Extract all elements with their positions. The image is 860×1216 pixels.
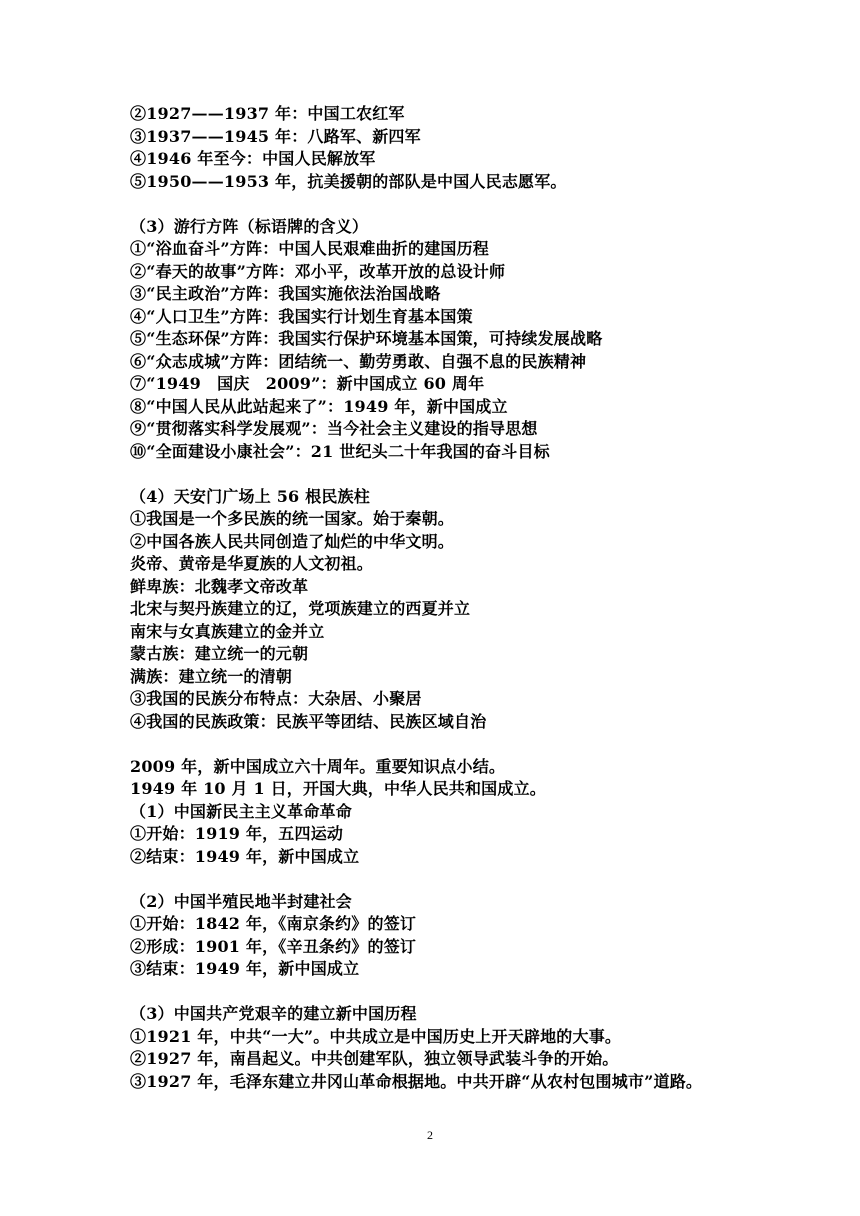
blank-line <box>130 981 770 1004</box>
list-item: ④我国的民族政策：民族平等团结、民族区域自治 <box>130 711 487 731</box>
list-item: ⑦“1949 国庆 2009”：新中国成立 60 周年 <box>130 374 485 393</box>
summary-line: 1949 年 10 月 1 日，开国大典，中华人民共和国成立。 <box>130 779 546 798</box>
list-item: 北宋与契丹族建立的辽，党项族建立的西夏并立 <box>130 599 471 618</box>
text-line: ④1946 年至今：中国人民解放军 <box>130 149 376 168</box>
list-item: ②结束：1949 年，新中国成立 <box>130 846 360 866</box>
blank-line <box>130 193 770 216</box>
list-item: 满族：建立统一的清朝 <box>130 666 293 686</box>
list-item: ⑧“中国人民从此站起来了”：1949 年，新中国成立 <box>130 396 508 416</box>
text-line: ③1937——1945 年：八路军、新四军 <box>130 126 421 146</box>
page-number: 2 <box>427 1128 433 1142</box>
list-item: ③结束：1949 年，新中国成立 <box>130 959 360 978</box>
list-item: 鲜卑族：北魏孝文帝改革 <box>130 576 309 596</box>
list-item: ⑤“生态环保”方阵：我国实行保护环境基本国策，可持续发展战略 <box>130 329 603 348</box>
list-item: ⑥“众志成城”方阵：团结统一、勤劳勇敢、自强不息的民族精神 <box>130 351 587 371</box>
list-item: ③1927 年，毛泽东建立井冈山革命根据地。中共开辟“从农村包围城市”道路。 <box>130 1071 703 1091</box>
list-item: ②“春天的故事”方阵：邓小平，改革开放的总设计师 <box>130 261 506 281</box>
section-heading-new-democratic: （1）中国新民主主义革命革命 <box>130 801 352 821</box>
section-heading-cpc: （3）中国共产党艰辛的建立新中国历程 <box>130 1004 417 1023</box>
list-item: 炎帝、黄帝是华夏族的人文初祖。 <box>130 554 374 573</box>
list-item: ④“人口卫生”方阵：我国实行计划生育基本国策 <box>130 306 473 326</box>
document-body <box>130 103 770 1093</box>
list-item: ⑩“全面建设小康社会”：21 世纪头二十年我国的奋斗目标 <box>130 441 550 461</box>
list-item: ①我国是一个多民族的统一国家。始于秦朝。 <box>130 509 455 528</box>
text-line: ⑤1950——1953 年，抗美援朝的部队是中国人民志愿军。 <box>130 171 567 191</box>
list-item: 蒙古族：建立统一的元朝 <box>130 644 309 663</box>
list-item: ③我国的民族分布特点：大杂居、小聚居 <box>130 689 422 708</box>
list-item: ①“浴血奋斗”方阵：中国人民艰难曲折的建国历程 <box>130 239 490 258</box>
list-item: ①开始：1842 年，《南京条约》的签订 <box>130 914 417 933</box>
blank-line <box>130 868 770 891</box>
list-item: ②中国各族人民共同创造了灿烂的中华文明。 <box>130 531 455 551</box>
list-item: ③“民主政治”方阵：我国实施依法治国战略 <box>130 284 441 303</box>
section-heading-columns: （4）天安门广场上 56 根民族柱 <box>130 486 370 506</box>
list-item: ⑨“贯彻落实科学发展观”：当今社会主义建设的指导思想 <box>130 419 538 438</box>
section-heading-parade: （3）游行方阵（标语牌的含义） <box>130 216 369 236</box>
summary-line: 2009 年，新中国成立六十周年。重要知识点小结。 <box>130 756 506 776</box>
list-item: 南宋与女真族建立的金并立 <box>130 621 325 641</box>
list-item: ②形成：1901 年，《辛丑条约》的签订 <box>130 936 417 956</box>
list-item: ②1927 年，南昌起义。中共创建军队，独立领导武装斗争的开始。 <box>130 1049 619 1068</box>
list-item: ①1921 年，中共“一大”。中共成立是中国历史上开天辟地的大事。 <box>130 1026 622 1046</box>
text-line: ②1927——1937 年：中国工农红军 <box>130 104 405 123</box>
blank-line <box>130 733 770 756</box>
section-heading-semicolonial: （2）中国半殖民地半封建社会 <box>130 891 352 911</box>
list-item: ①开始：1919 年，五四运动 <box>130 824 344 843</box>
blank-line <box>130 463 770 486</box>
